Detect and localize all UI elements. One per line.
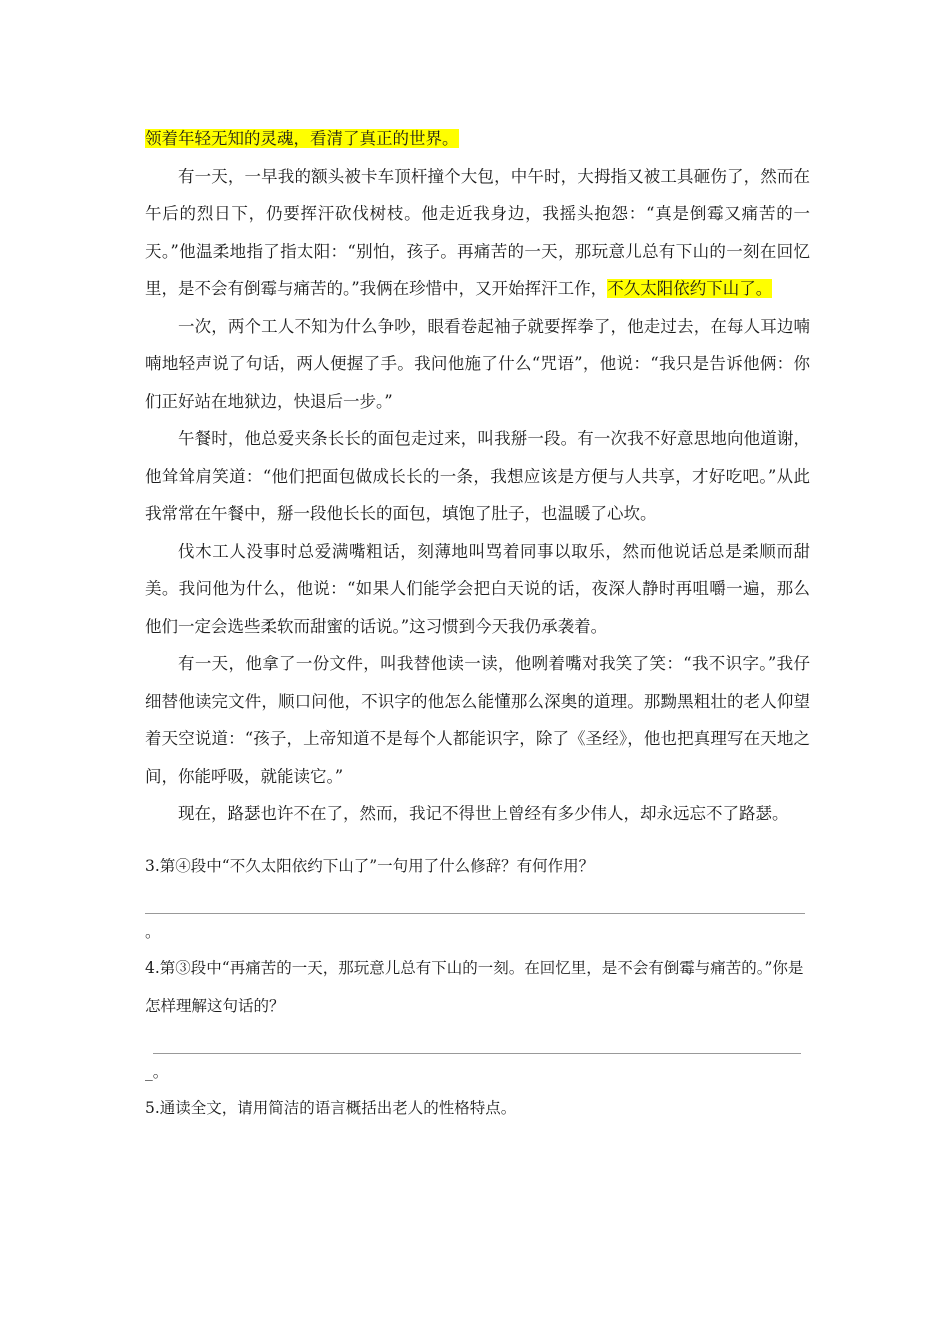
answer-end-4: _。: [145, 1063, 169, 1081]
highlighted-sentence: 领着年轻无知的灵魂，看清了真正的世界。: [145, 129, 459, 148]
paragraph-2-text: 有一天，一早我的额头被卡车顶杆撞个大包，中午时，大拇指又被工具砸伤了，然而在午后的烈日下，仍要挥汗砍伐树枝。他走近我身边，我摇头抱怨：“真是倒霉又痛苦的一天。”他温柔地指了指太阳：“别怕，孩子。再痛苦的一天，那玩意儿总有下山的一刻在回忆里，是不会有倒霉与痛苦的。”我俩在珍惜中，又开始挥汗工作，: [145, 166, 810, 298]
answer-line-4[interactable]: [153, 1025, 801, 1054]
answer-line-3[interactable]: [145, 885, 805, 914]
question-3: 3.第④段中“不久太阳依约下山了”一句用了什么修辞？有何作用？: [145, 856, 595, 875]
document-page: [145, 120, 810, 1128]
question-5: 5.通读全文，请用简洁的语言概括出老人的性格特点。: [145, 1099, 517, 1117]
passage-paragraph-7: 现在，路瑟也许不在了，然而，我记不得世上曾经有多少伟人，却永远忘不了路瑟。: [178, 804, 789, 823]
passage-paragraph-6: 有一天，他拿了一份文件，叫我替他读一读，他咧着嘴对我笑了笑：“我不识字。”我仔细替他读完文件，顺口问他，不识字的他怎么能懂那么深奥的道理。那黝黑粗壮的老人仰望着天空说道：“孩子，上帝知道不是每个人都能识字，除了《圣经》，他也把真理写在天地之间，你能呼吸，就能读它。”: [145, 654, 810, 786]
passage-paragraph-2: [145, 158, 810, 308]
passage-paragraph-3: 一次，两个工人不知为什么争吵，眼看卷起袖子就要挥拳了，他走过去，在每人耳边喃喃地轻声说了句话，两人便握了手。我问他施了什么“咒语”，他说：“我只是告诉他俩：你们正好站在地狱边，快退后一步。”: [145, 316, 810, 411]
passage-paragraph-4: 午餐时，他总爱夹条长长的面包走过来，叫我掰一段。有一次我不好意思地向他道谢，他耸耸肩笑道：“他们把面包做成长长的一条，我想应该是方便与人共享，才好吃吧。”从此我常常在午餐中，掰一段他长长的面包，填饱了肚子，也温暖了心坎。: [145, 429, 810, 523]
passage-paragraph-5: 伐木工人没事时总爱满嘴粗话，刻薄地叫骂着同事以取乐，然而他说话总是柔顺而甜美。我问他为什么，他说：“如果人们能学会把白天说的话，夜深人静时再咀嚼一遍，那么他们一定会选些柔软而甜蜜的话说。”这习惯到今天我仍承袭着。: [145, 541, 810, 636]
question-4: 4.第③段中“再痛苦的一天，那玩意儿总有下山的一刻。在回忆里，是不会有倒霉与痛苦的。”你是怎样理解这句话的？: [145, 959, 804, 1015]
highlighted-sentence: 不久太阳依约下山了。: [607, 279, 773, 298]
answer-end-3: 。: [145, 923, 161, 941]
passage-paragraph-1: [145, 120, 810, 158]
